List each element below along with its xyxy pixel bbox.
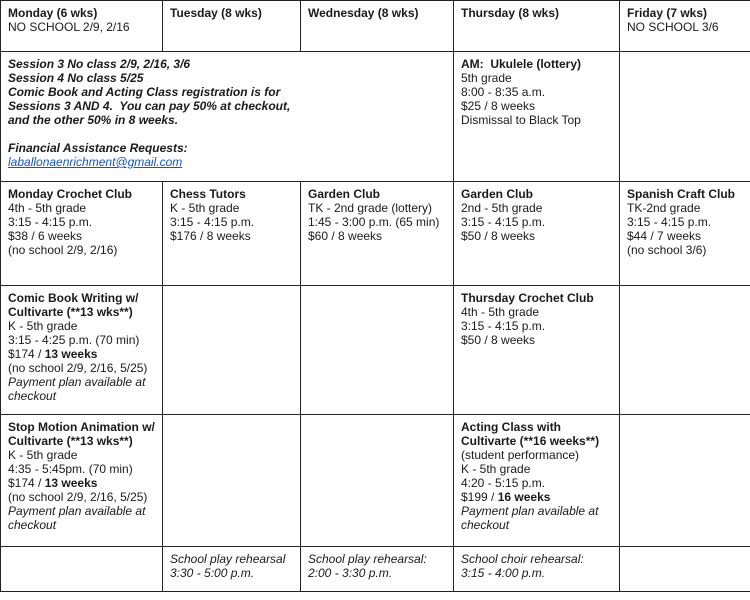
comic-row (1, 286, 750, 415)
spanish-grade: TK-2nd grade (627, 201, 701, 215)
stopmotion-grade: K - 5th grade (8, 448, 78, 462)
stopmotion-price: $174 / 13 weeks (8, 476, 98, 490)
garden-thu-title: Garden Club (461, 187, 534, 201)
thu-crochet-title: Thursday Crochet Club (461, 291, 594, 305)
comic-grade: K - 5th grade (8, 319, 78, 333)
tue-rehearsal-label: School play rehearsal (170, 552, 286, 566)
monday-note: NO SCHOOL 2/9, 2/16 (8, 20, 130, 34)
ukulele-time: 8:00 - 8:35 a.m. (461, 85, 546, 99)
notice-session4: Session 4 No class 5/25 (8, 71, 144, 85)
stopmotion-time: 4:35 - 5:45pm. (70 min) (8, 462, 133, 476)
stopmotion-cell (1, 415, 163, 547)
wed-rehearsal-time: 2:00 - 3:30 p.m. (308, 566, 393, 580)
garden-wed-title: Garden Club (308, 187, 381, 201)
empty-cell (1, 547, 163, 592)
empty-cell (301, 415, 454, 547)
spanish-note: (no school 3/6) (627, 243, 707, 257)
ukulele-grade: 5th grade (461, 71, 512, 85)
monday-crochet-time: 3:15 - 4:15 p.m. (8, 215, 93, 229)
clubs-row (1, 182, 750, 286)
acting-grade: K - 5th grade (461, 462, 531, 476)
empty-cell (620, 286, 750, 415)
friday-title: Friday (7 wks) (627, 6, 708, 20)
spanish-title: Spanish Craft Club (627, 187, 736, 201)
tue-rehearsal-cell (163, 547, 301, 592)
stopmotion-note: (no school 2/9, 2/16, 5/25) (8, 490, 148, 504)
stopmotion-title: Stop Motion Animation w/ Cultivarte (**13 wks**) (8, 420, 159, 448)
comic-time: 3:15 - 4:25 p.m. (70 min) (8, 333, 140, 347)
thu-crochet-time: 3:15 - 4:15 p.m. (461, 319, 546, 333)
comic-title: Comic Book Writing w/ Cultivarte (**13 wks**) (8, 291, 142, 319)
chess-time: 3:15 - 4:15 p.m. (170, 215, 255, 229)
acting-price: $199 / 16 weeks (461, 490, 551, 504)
header-monday (1, 1, 163, 52)
acting-sub: (student performance) (461, 448, 580, 462)
wednesday-title: Wednesday (8 wks) (308, 6, 419, 20)
acting-cell (454, 415, 620, 547)
financial-assistance-label: Financial Assistance Requests: (8, 141, 188, 155)
wed-rehearsal-label: School play rehearsal: (308, 552, 427, 566)
empty-cell (163, 415, 301, 547)
ukulele-price: $25 / 8 weeks (461, 99, 536, 113)
notice-cell (1, 52, 454, 182)
email-link[interactable]: laballonaenrichment@gmail.com (8, 155, 183, 169)
wed-rehearsal-cell (301, 547, 454, 592)
header-wednesday (301, 1, 454, 52)
header-tuesday (163, 1, 301, 52)
comic-note: (no school 2/9, 2/16, 5/25) (8, 361, 148, 375)
garden-wed-cell (301, 182, 454, 286)
thursday-title: Thursday (8 wks) (461, 6, 560, 20)
spanish-cell (620, 182, 750, 286)
garden-wed-price: $60 / 8 weeks (308, 229, 383, 243)
thu-choir-time: 3:15 - 4:00 p.m. (461, 566, 546, 580)
rehearsal-row (1, 547, 750, 592)
monday-crochet-cell (1, 182, 163, 286)
animation-row (1, 415, 750, 547)
thu-crochet-grade: 4th - 5th grade (461, 305, 540, 319)
monday-crochet-note: (no school 2/9, 2/16) (8, 243, 118, 257)
garden-wed-time: 1:45 - 3:00 p.m. (65 min) (308, 215, 440, 229)
header-friday (620, 1, 750, 52)
comic-weeks: 13 weeks (44, 347, 98, 361)
chess-price: $176 / 8 weeks (170, 229, 251, 243)
ukulele-title: AM: Ukulele (lottery) (461, 57, 582, 71)
notice-registration: Comic Book and Acting Class registration is for Sessions 3 AND 4. You can pay 50% at checkout, and the other 50% in 8 weeks. (8, 85, 294, 127)
tuesday-title: Tuesday (8 wks) (170, 6, 262, 20)
acting-payment-plan: Payment plan available at checkout (461, 504, 602, 532)
spanish-price: $44 / 7 weeks (627, 229, 702, 243)
comic-price: $174 / 13 weeks (8, 347, 98, 361)
empty-cell (620, 547, 750, 592)
acting-time: 4:20 - 5:15 p.m. (461, 476, 546, 490)
thu-crochet-price: $50 / 8 weeks (461, 333, 536, 347)
thu-crochet-cell (454, 286, 620, 415)
tue-rehearsal-time: 3:30 - 5:00 p.m. (170, 566, 255, 580)
stopmotion-weeks: 13 weeks (44, 476, 98, 490)
notice-session3: Session 3 No class 2/9, 2/16, 3/6 (8, 57, 191, 71)
monday-crochet-price: $38 / 6 weeks (8, 229, 83, 243)
notice-row (1, 52, 750, 182)
acting-title: Acting Class with Cultivarte (**16 weeks**) (461, 420, 600, 448)
chess-title: Chess Tutors (170, 187, 246, 201)
header-row (1, 1, 750, 52)
chess-grade: K - 5th grade (170, 201, 240, 215)
thu-choir-cell (454, 547, 620, 592)
monday-crochet-title: Monday Crochet Club (8, 187, 133, 201)
monday-title: Monday (6 wks) (8, 6, 98, 20)
empty-cell (620, 415, 750, 547)
empty-cell (620, 52, 750, 182)
acting-weeks: 16 weeks (497, 490, 551, 504)
comic-cell (1, 286, 163, 415)
comic-payment-plan: Payment plan available at checkout (8, 375, 149, 403)
garden-thu-price: $50 / 8 weeks (461, 229, 536, 243)
empty-cell (301, 286, 454, 415)
chess-cell (163, 182, 301, 286)
garden-thu-cell (454, 182, 620, 286)
friday-note: NO SCHOOL 3/6 (627, 20, 719, 34)
empty-cell (163, 286, 301, 415)
ukulele-note: Dismissal to Black Top (461, 113, 581, 127)
stopmotion-payment-plan: Payment plan available at checkout (8, 504, 149, 532)
garden-thu-time: 3:15 - 4:15 p.m. (461, 215, 546, 229)
thu-choir-label: School choir rehearsal: (461, 552, 584, 566)
garden-wed-grade: TK - 2nd grade (lottery) (308, 201, 433, 215)
garden-thu-grade: 2nd - 5th grade (461, 201, 543, 215)
monday-crochet-grade: 4th - 5th grade (8, 201, 87, 215)
header-thursday (454, 1, 620, 52)
spanish-time: 3:15 - 4:15 p.m. (627, 215, 712, 229)
ukulele-cell (454, 52, 620, 182)
